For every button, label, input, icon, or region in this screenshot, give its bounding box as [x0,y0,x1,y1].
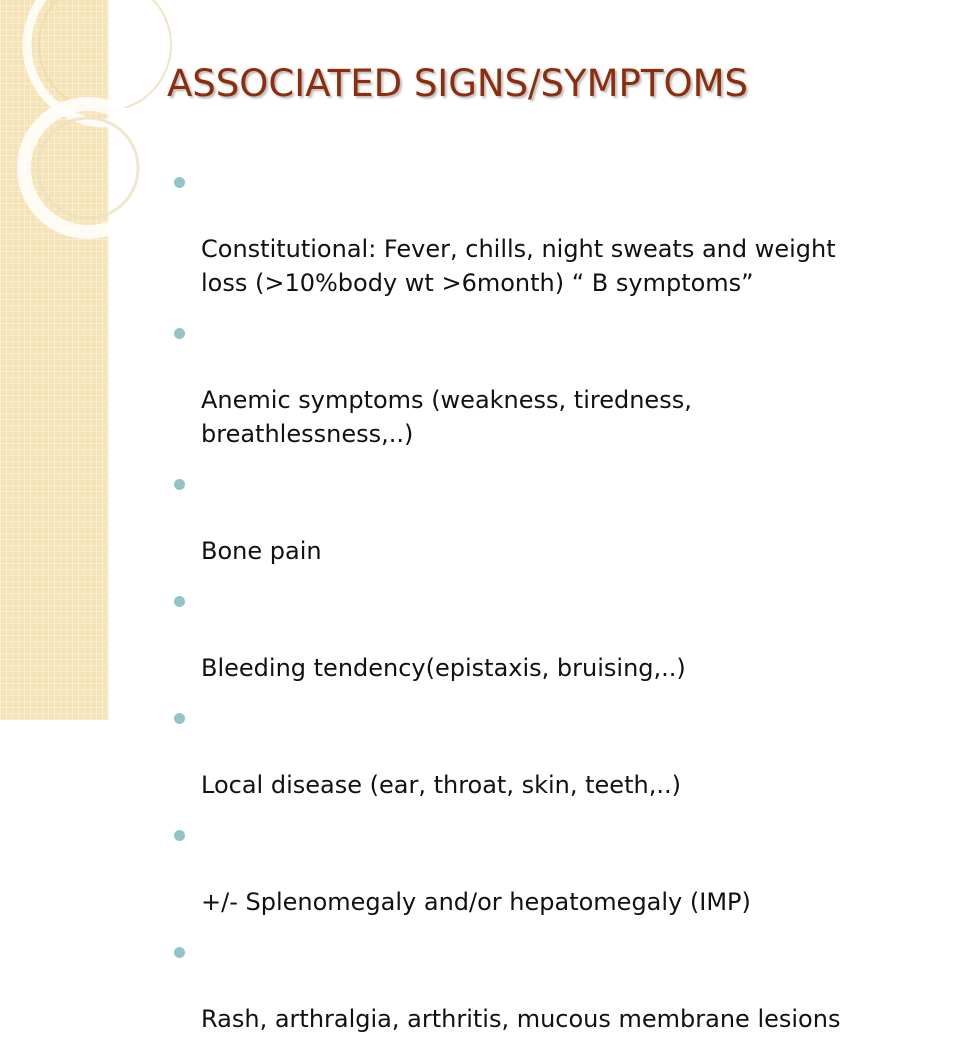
bullet-text: Rash, arthralgia, arthritis, mucous membrane lesions [201,1005,841,1033]
bullet-item-bone-pain [174,466,934,568]
bullet-text: Local disease (ear, throat, skin, teeth,..) [201,771,681,799]
bullet-list [174,164,934,1051]
bullet-text: Bone pain [201,537,322,565]
bullet-item-bleeding [174,583,934,685]
bullet-text: +/- Splenomegaly and/or hepatomegaly (IMP) [201,888,751,916]
bullet-item-constitutional [174,164,934,300]
decorative-circles-graphic [0,0,200,300]
bullet-text: Anemic symptoms (weakness, tiredness, breathlessness,..) [201,386,692,448]
bullet-dot-icon [174,947,185,958]
bullet-text: Constitutional: Fever, chills, night sweats and weight loss (>10%body wt >6month) “ B symptoms” [201,235,836,297]
slide-title: ASSOCIATED SIGNS/SYMPTOMS [167,62,748,105]
bullet-item-local-disease [174,700,934,802]
bullet-item-anemic [174,315,934,451]
bullet-dot-icon [174,479,185,490]
bullet-item-rash [174,934,934,1036]
bullet-dot-icon [174,830,185,841]
bullet-dot-icon [174,328,185,339]
bullet-dot-icon [174,713,185,724]
bullet-text: Bleeding tendency(epistaxis, bruising,..) [201,654,686,682]
bullet-dot-icon [174,177,185,188]
bullet-dot-icon [174,596,185,607]
bullet-item-splenomegaly [174,817,934,919]
